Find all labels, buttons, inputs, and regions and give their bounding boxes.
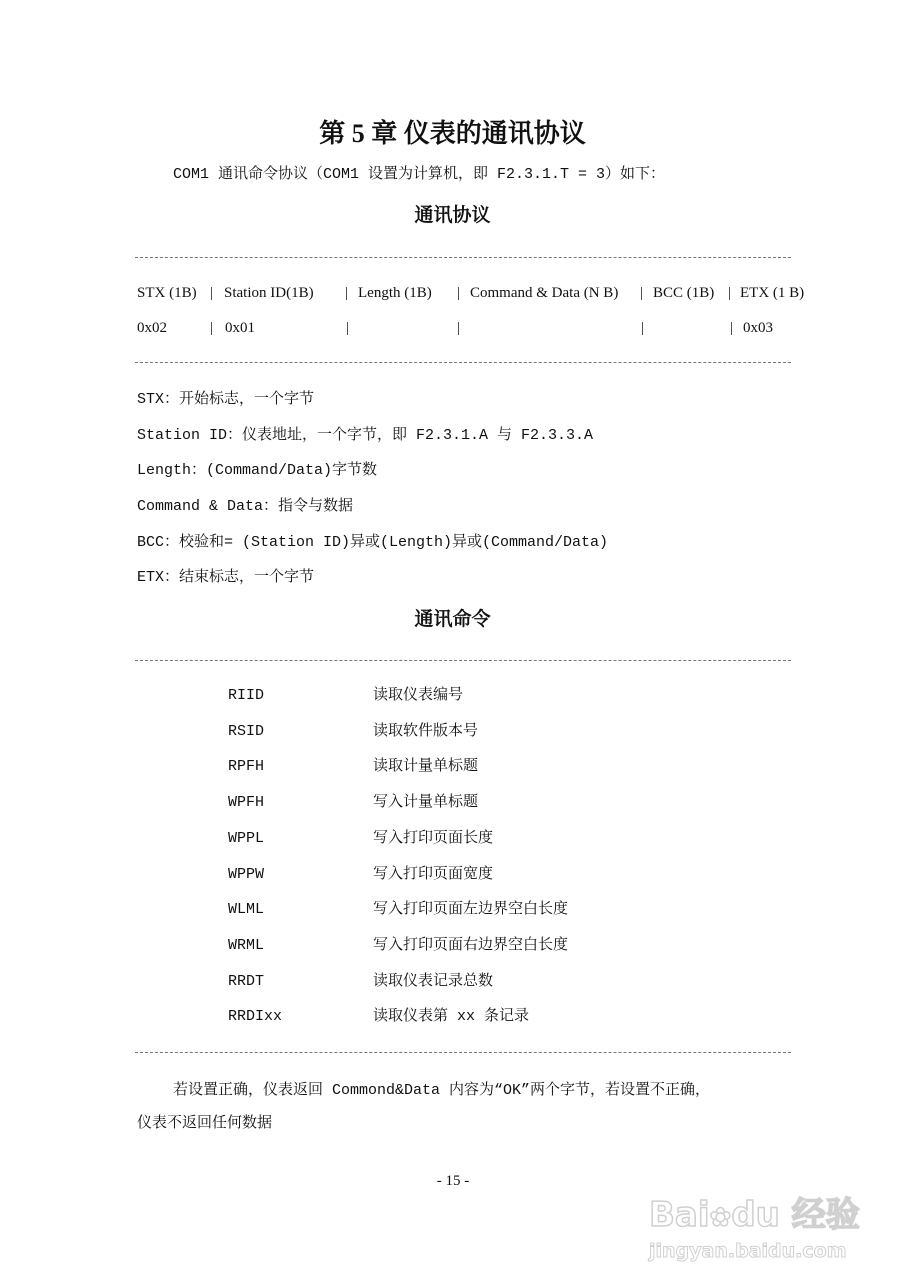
chapter-title: 第 5 章 仪表的通讯协议 (319, 119, 586, 148)
definition-item: ETX：结束标志，一个字节 (137, 569, 315, 586)
value-cell: 0x03 (743, 320, 773, 336)
separator: | (346, 320, 350, 336)
value-cell: 0x02 (137, 320, 167, 336)
command-description: 写入计量单标题 (373, 794, 479, 812)
definition-item: Station ID：仪表地址，一个字节，即 F2.3.1.A 与 F2.3.3.A (137, 427, 594, 444)
command-description: 写入打印页面左边界空白长度 (373, 901, 569, 919)
definition-item: Command & Data：指令与数据 (137, 498, 354, 515)
command-description: 写入打印页面右边界空白长度 (373, 936, 569, 954)
separator: | (730, 320, 734, 336)
footer-paragraph-line: 若设置正确，仪表返回 Commond&Data 内容为“OK”两个字节，若设置不正确， (173, 1082, 711, 1099)
baidu-watermark (645, 1195, 865, 1275)
commands-heading: 通讯命令 (414, 609, 491, 630)
definition-item: BCC：校验和= (Station ID)异或(Length)异或(Command/Data) (137, 534, 609, 551)
separator: | (641, 320, 645, 336)
divider (135, 362, 791, 363)
command-code: WPPW (228, 865, 265, 883)
separator: | (210, 285, 214, 301)
page-number: - 15 - (436, 1173, 470, 1189)
header-cell: Command & Data (N B) (470, 285, 619, 301)
divider (135, 660, 791, 661)
command-code: WPPL (228, 829, 265, 847)
definition-item: Length：(Command/Data)字节数 (137, 462, 378, 479)
command-code: WPFH (228, 794, 265, 812)
command-description: 读取仪表编号 (373, 687, 464, 704)
command-description: 写入打印页面长度 (373, 829, 494, 847)
command-code: RSID (228, 722, 265, 740)
watermark-url: jingyan.baidu.com (649, 1240, 847, 1262)
header-cell: Station ID(1B) (224, 285, 314, 301)
separator: | (457, 285, 461, 301)
definition-item: STX：开始标志，一个字节 (137, 391, 315, 408)
header-cell: BCC (1B) (653, 285, 715, 301)
separator: | (210, 320, 214, 336)
command-description: 读取计量单标题 (373, 758, 479, 776)
command-description: 写入打印页面宽度 (373, 865, 494, 883)
intro-text: COM1 通讯命令协议（COM1 设置为计算机，即 F2.3.1.T = 3）如下： (173, 166, 666, 183)
header-cell: Length (1B) (358, 285, 432, 301)
value-cell: 0x01 (225, 320, 255, 336)
divider (135, 257, 791, 258)
divider (135, 1052, 791, 1053)
header-cell: ETX (1 B) (740, 285, 805, 301)
separator: | (345, 285, 349, 301)
command-code: RRDT (228, 972, 265, 990)
footer-paragraph-line: 仪表不返回任何数据 (137, 1115, 273, 1132)
separator: | (640, 285, 644, 301)
command-code: RIID (228, 687, 265, 704)
protocol-heading: 通讯协议 (414, 205, 491, 226)
command-code: WRML (228, 936, 265, 954)
command-description: 读取仪表第 xx 条记录 (373, 1008, 530, 1026)
command-code: RPFH (228, 758, 265, 776)
command-code: WLML (228, 901, 265, 919)
command-description: 读取软件版本号 (373, 722, 479, 740)
watermark-logo: Bai✿du 经验 (649, 1195, 860, 1235)
separator: | (457, 320, 461, 336)
command-code: RRDIxx (228, 1008, 283, 1026)
header-cell: STX (1B) (137, 285, 197, 301)
command-description: 读取仪表记录总数 (373, 972, 494, 990)
separator: | (728, 285, 732, 301)
